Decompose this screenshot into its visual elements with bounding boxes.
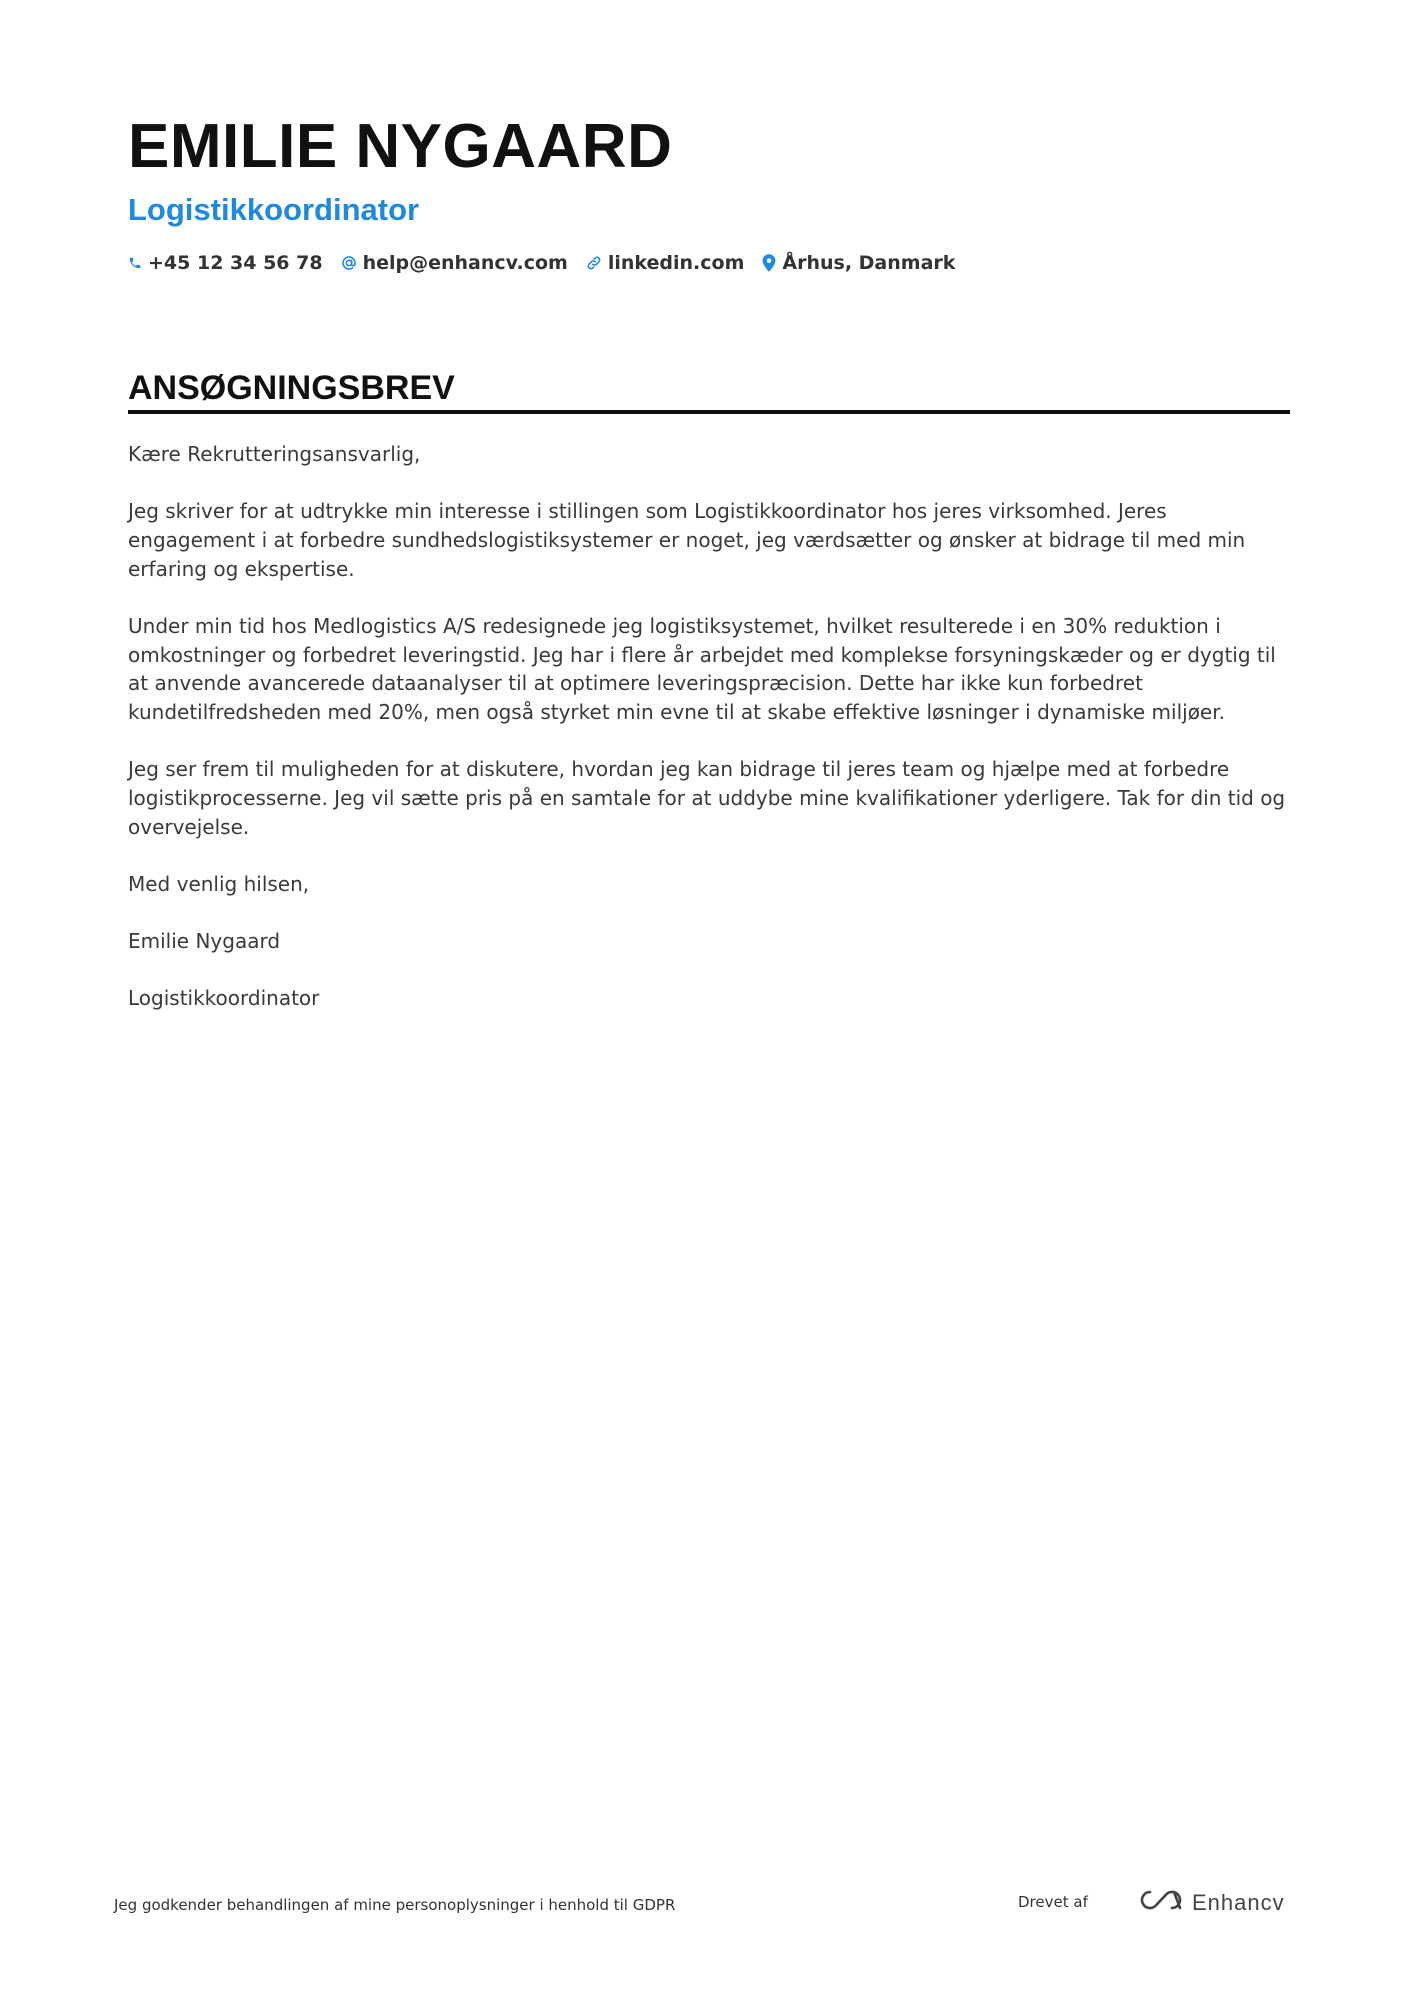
powered-by-label: Drevet af: [1018, 1893, 1088, 1911]
letter-salutation: Kære Rekrutteringsansvarlig,: [128, 442, 421, 466]
at-icon: [341, 255, 357, 271]
phone-icon: [128, 255, 142, 271]
contact-bar: [128, 252, 955, 274]
contact-email[interactable]: [341, 252, 568, 274]
letter-paragraph: Jeg ser frem til muligheden for at diskutere, hvordan jeg kan bidrage til jeres team og hjælpe med at forbedre logistikprocesserne. Jeg vil sætte pris på en samtale for at uddybe mine kvalifikationer yderligere. Tak for din tid og overvejelse.: [128, 757, 1286, 839]
enhancv-logo[interactable]: [1138, 1888, 1285, 1918]
linkedin-text: linkedin.com: [607, 252, 745, 274]
letter-body: [128, 440, 1290, 1041]
letter-paragraph: Jeg skriver for at udtrykke min interesse i stillingen som Logistikkoordinator hos jeres virksomhed. Jeres engagement i at forbedre sundhedslogistiksystemer er noget, jeg værdsætter og ønsker at bidrage til med min erfaring og ekspertise.: [128, 499, 1246, 581]
enhancv-logo-text: Enhancv: [1192, 1890, 1285, 1915]
email-text: help@enhancv.com: [362, 252, 568, 274]
enhancv-logo-icon: [1138, 1888, 1184, 1918]
section-divider: [128, 410, 1290, 414]
phone-text: +45 12 34 56 78: [148, 252, 323, 274]
contact-location: [762, 252, 955, 274]
link-icon: [586, 255, 602, 271]
contact-linkedin[interactable]: [586, 252, 745, 274]
signature-name: Emilie Nygaard: [128, 929, 281, 954]
applicant-role: Logistikkoordinator: [128, 192, 420, 227]
section-title: ANSØGNINGSBREV: [128, 369, 455, 407]
contact-phone: [128, 252, 323, 274]
gdpr-consent-text: Jeg godkender behandlingen af mine personoplysninger i henhold til GDPR: [114, 1896, 676, 1914]
letter-closing: Med venlig hilsen,: [128, 871, 310, 896]
location-pin-icon: [762, 254, 776, 272]
letter-paragraph: Under min tid hos Medlogistics A/S redesignede jeg logistiksystemet, hvilket resulterede i en 30% reduktion i omkostninger og forbedret leveringstid. Jeg har i flere år arbejdet med komplekse forsyningskæder og er dygtig til at anvende avancerede dataanalyser til at optimere leveringspræcision. Dette har ikke kun forbedret kundetilfredsheden med 20%, men også styrket min evne til at skabe effektive løsninger i dynamiske miljøer.: [128, 613, 1276, 725]
applicant-name: EMILIE NYGAARD: [128, 112, 673, 181]
location-text: Århus, Danmark: [782, 252, 956, 274]
signature-title: Logistikkoordinator: [128, 986, 320, 1011]
